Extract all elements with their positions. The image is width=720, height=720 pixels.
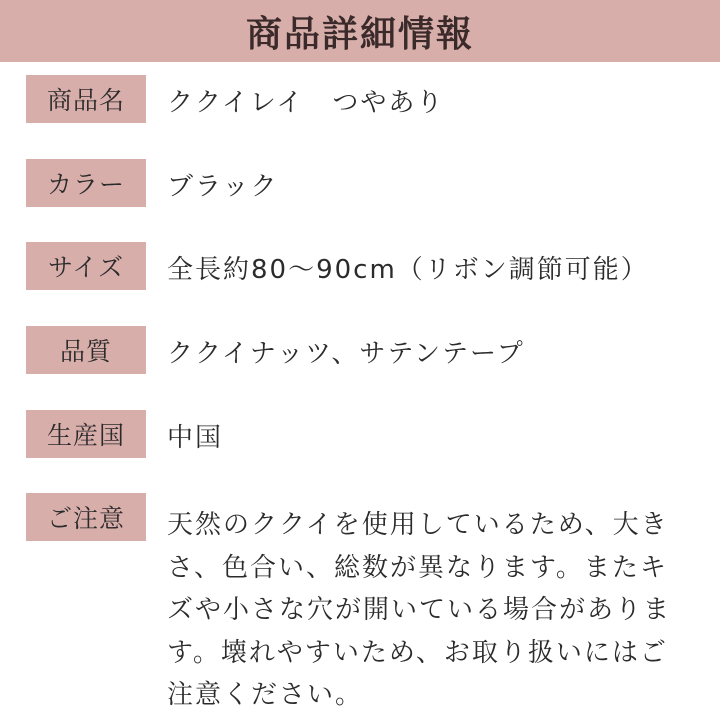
notice-line: さ、色合い、総数が異なります。またキ	[167, 552, 668, 583]
label-product-name: 商品名	[26, 75, 146, 123]
value-color: ブラック	[167, 172, 279, 202]
notice-line: 天然のククイを使用しているため、大き	[167, 510, 669, 540]
notice-line: す。壊れやすいため、お取り扱いにはご	[167, 637, 668, 668]
value-product-name: ククイレイ つやあり	[167, 88, 445, 118]
notice-line: 注意ください。	[167, 680, 364, 710]
label-size: サイズ	[26, 242, 146, 290]
value-material: ククイナッツ、サテンテープ	[167, 339, 525, 369]
value-size: 全長約80〜90cm（リボン調節可能）	[167, 255, 649, 285]
label-color: カラー	[26, 159, 146, 207]
label-notice: ご注意	[26, 493, 146, 541]
label-material: 品質	[26, 326, 146, 374]
notice-text	[167, 504, 707, 717]
value-country: 中国	[167, 423, 224, 453]
page-header	[0, 0, 720, 62]
label-country: 生産国	[26, 410, 146, 458]
page-title: 商品詳細情報	[245, 12, 474, 55]
notice-line: ズや小さな穴が開いている場合がありま	[167, 595, 672, 625]
